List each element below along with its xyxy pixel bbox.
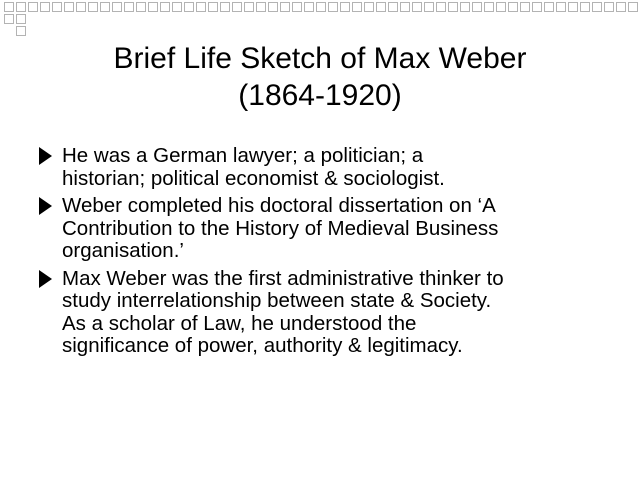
title-line-1: Brief Life Sketch of Max Weber	[113, 42, 527, 75]
decorative-square	[305, 3, 314, 12]
decorative-square	[629, 3, 638, 12]
decorative-square	[257, 3, 266, 12]
decorative-square	[281, 3, 290, 12]
decorative-square	[161, 3, 170, 12]
bullet-line: Max Weber was the first administrative thinker to	[62, 266, 504, 290]
decorative-square	[53, 3, 62, 12]
decorative-square	[377, 3, 386, 12]
decorative-square	[353, 3, 362, 12]
decorative-square	[545, 3, 554, 12]
decorative-square	[41, 3, 50, 12]
decorative-square	[497, 3, 506, 12]
bullet-line: Contribution to the History of Medieval Business	[62, 216, 499, 240]
decorative-square	[5, 15, 14, 24]
decorative-square	[221, 3, 230, 12]
decorative-square	[209, 3, 218, 12]
decorative-square	[581, 3, 590, 12]
slide-title	[40, 40, 600, 114]
decorative-square	[521, 3, 530, 12]
decorative-square	[425, 3, 434, 12]
decorative-square	[125, 3, 134, 12]
decorative-square	[557, 3, 566, 12]
decorative-square	[269, 3, 278, 12]
decorative-square	[5, 3, 14, 12]
decorative-square	[89, 3, 98, 12]
bullet-line: He was a German lawyer; a politician; a	[62, 144, 424, 167]
bullet-line: Weber completed his doctoral dissertation on ‘A	[62, 194, 496, 217]
decorative-square	[17, 15, 26, 24]
title-line-2: (1864-1920)	[238, 79, 402, 112]
decorative-square	[461, 3, 470, 12]
decorative-square	[485, 3, 494, 12]
decorative-square	[413, 3, 422, 12]
decorative-square	[293, 3, 302, 12]
decorative-square	[101, 3, 110, 12]
decorative-square	[365, 3, 374, 12]
bullet-line: study interrelationship between state & Society.	[62, 289, 492, 312]
decorative-square	[65, 3, 74, 12]
decorative-square	[245, 3, 254, 12]
decorative-square	[341, 3, 350, 12]
decorative-square	[593, 3, 602, 12]
decorative-square	[233, 3, 242, 12]
decorative-square	[17, 27, 26, 36]
bullet-item	[35, 145, 610, 190]
decorative-square	[197, 3, 206, 12]
decorative-square	[173, 3, 182, 12]
arrow-triangle-icon	[38, 146, 53, 166]
bullet-item	[35, 195, 610, 263]
decorative-square	[605, 3, 614, 12]
decorative-square	[617, 3, 626, 12]
bullet-line: organisation.’	[62, 239, 184, 262]
decorative-square	[185, 3, 194, 12]
decorative-square	[77, 3, 86, 12]
decorative-square	[569, 3, 578, 12]
decorative-square	[29, 3, 38, 12]
arrow-triangle-icon	[38, 196, 53, 216]
decorative-square	[389, 3, 398, 12]
decorative-square	[401, 3, 410, 12]
decorative-square	[533, 3, 542, 12]
bullet-line: As a scholar of Law, he understood the	[62, 311, 417, 335]
decorative-square	[473, 3, 482, 12]
decorative-square	[437, 3, 446, 12]
decorative-square	[317, 3, 326, 12]
decorative-squares-row	[0, 0, 638, 40]
decorative-square	[509, 3, 518, 12]
decorative-square	[329, 3, 338, 12]
bullet-line: historian; political economist & sociologist.	[62, 166, 445, 190]
decorative-square	[137, 3, 146, 12]
arrow-triangle-icon	[38, 269, 53, 289]
decorative-square	[449, 3, 458, 12]
decorative-square	[149, 3, 158, 12]
bullet-line: significance of power, authority & legitimacy.	[62, 334, 463, 357]
bullet-list	[35, 145, 610, 363]
bullet-item	[35, 268, 610, 358]
decorative-square	[17, 3, 26, 12]
decorative-square	[113, 3, 122, 12]
